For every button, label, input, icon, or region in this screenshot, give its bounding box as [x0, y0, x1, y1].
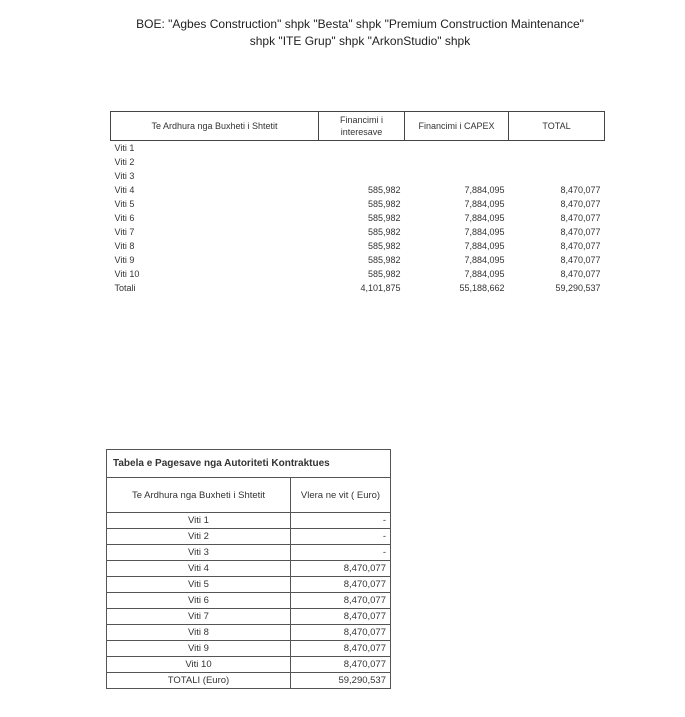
interest-cell [319, 155, 405, 169]
value-cell: 8,470,077 [291, 609, 391, 625]
total-row [107, 673, 391, 689]
row-label: Totali [114, 283, 136, 293]
total-cell: 8,470,077 [560, 227, 601, 237]
total-cell: 8,470,077 [560, 255, 601, 265]
table-row [111, 267, 605, 281]
col-header-capex: Financimi i CAPEX [405, 112, 509, 141]
col-header-source: Te Ardhura nga Buxheti i Shtetit [107, 478, 291, 513]
capex-cell: 55,188,662 [459, 283, 505, 293]
interest-cell: 585,982 [367, 227, 401, 237]
row-label: Viti 7 [114, 227, 135, 237]
total-cell [509, 141, 605, 156]
col-header-value: Vlera ne vit ( Euro) [291, 478, 391, 513]
value-cell: 8,470,077 [291, 641, 391, 657]
row-label: Viti 1 [107, 513, 291, 529]
interest-cell: 585,982 [367, 241, 401, 251]
document-header [60, 16, 660, 50]
capex-cell [405, 169, 509, 183]
value-cell: 8,470,077 [291, 577, 391, 593]
value-cell: 59,290,537 [291, 673, 391, 689]
table-row [107, 561, 391, 577]
table-caption: Tabela e Pagesave nga Autoriteti Kontraktues [107, 450, 391, 478]
interest-cell [319, 141, 405, 156]
value-cell: 8,470,077 [291, 593, 391, 609]
total-cell: 8,470,077 [560, 241, 601, 251]
capex-cell: 7,884,095 [464, 227, 505, 237]
interest-cell: 585,982 [367, 255, 401, 265]
value-cell: 8,470,077 [291, 561, 391, 577]
capex-cell [405, 155, 509, 169]
table-row [111, 225, 605, 239]
row-label: Viti 2 [107, 529, 291, 545]
table-row [107, 593, 391, 609]
interest-cell: 4,101,875 [360, 283, 401, 293]
table-row [107, 513, 391, 529]
interest-cell [319, 169, 405, 183]
col-header-source: Te Ardhura nga Buxheti i Shtetit [111, 112, 319, 141]
table-row [107, 529, 391, 545]
row-label: Viti 6 [114, 213, 135, 223]
table-row [107, 577, 391, 593]
table-header-row [111, 112, 605, 141]
row-label: Viti 5 [107, 577, 291, 593]
total-cell: 8,470,077 [560, 199, 601, 209]
interest-cell: 585,982 [367, 199, 401, 209]
value-cell: 8,470,077 [291, 657, 391, 673]
row-label: Viti 8 [114, 241, 135, 251]
table-row [107, 609, 391, 625]
row-label: Viti 7 [107, 609, 291, 625]
table-body [107, 513, 391, 689]
interest-cell: 585,982 [367, 185, 401, 195]
interest-cell: 585,982 [367, 269, 401, 279]
row-label: Viti 8 [107, 625, 291, 641]
capex-cell: 7,884,095 [464, 185, 505, 195]
table-row [111, 155, 605, 169]
row-label: Viti 10 [114, 269, 140, 279]
table-body [111, 141, 605, 296]
table-row [107, 641, 391, 657]
col-header-interest: Financimi i interesave [319, 112, 405, 141]
interest-cell: 585,982 [367, 213, 401, 223]
header-line-1: BOE: "Agbes Construction" shpk "Besta" shpk "Premium Construction Maintenance" [136, 17, 584, 31]
table-row [111, 169, 605, 183]
capex-cell [405, 141, 509, 156]
capex-cell: 7,884,095 [464, 213, 505, 223]
col-header-total: TOTAL [509, 112, 605, 141]
payments-table [106, 449, 391, 689]
row-label: Viti 9 [114, 255, 135, 265]
total-cell: 8,470,077 [560, 185, 601, 195]
value-cell: 8,470,077 [291, 625, 391, 641]
row-label: Viti 9 [107, 641, 291, 657]
capex-cell: 7,884,095 [464, 241, 505, 251]
row-label: Viti 3 [107, 545, 291, 561]
table-row [107, 625, 391, 641]
revenue-financing-table [110, 111, 605, 295]
capex-cell: 7,884,095 [464, 255, 505, 265]
row-label: Viti 4 [107, 561, 291, 577]
value-cell: - [291, 513, 391, 529]
table-row [111, 141, 605, 156]
value-cell: - [291, 545, 391, 561]
row-label: Viti 3 [114, 171, 135, 181]
capex-cell: 7,884,095 [464, 269, 505, 279]
total-cell [509, 155, 605, 169]
row-label: Viti 4 [114, 185, 135, 195]
table-header-row [107, 478, 391, 513]
value-cell: - [291, 529, 391, 545]
table-row [111, 183, 605, 197]
table-row [111, 211, 605, 225]
table-row [107, 657, 391, 673]
total-cell: 59,290,537 [555, 283, 601, 293]
row-label: Viti 10 [107, 657, 291, 673]
header-line-2: shpk "ITE Grup" shpk "ArkonStudio" shpk [249, 34, 471, 48]
row-label: Viti 1 [114, 143, 135, 153]
capex-cell: 7,884,095 [464, 199, 505, 209]
row-label: Viti 6 [107, 593, 291, 609]
total-cell: 8,470,077 [560, 213, 601, 223]
row-label: Viti 5 [114, 199, 135, 209]
table-row [107, 545, 391, 561]
table-row [111, 197, 605, 211]
total-cell: 8,470,077 [560, 269, 601, 279]
total-cell [509, 169, 605, 183]
table-row [111, 253, 605, 267]
row-label: TOTALI (Euro) [107, 673, 291, 689]
row-label: Viti 2 [114, 157, 135, 167]
table-row [111, 281, 605, 295]
table-row [111, 239, 605, 253]
